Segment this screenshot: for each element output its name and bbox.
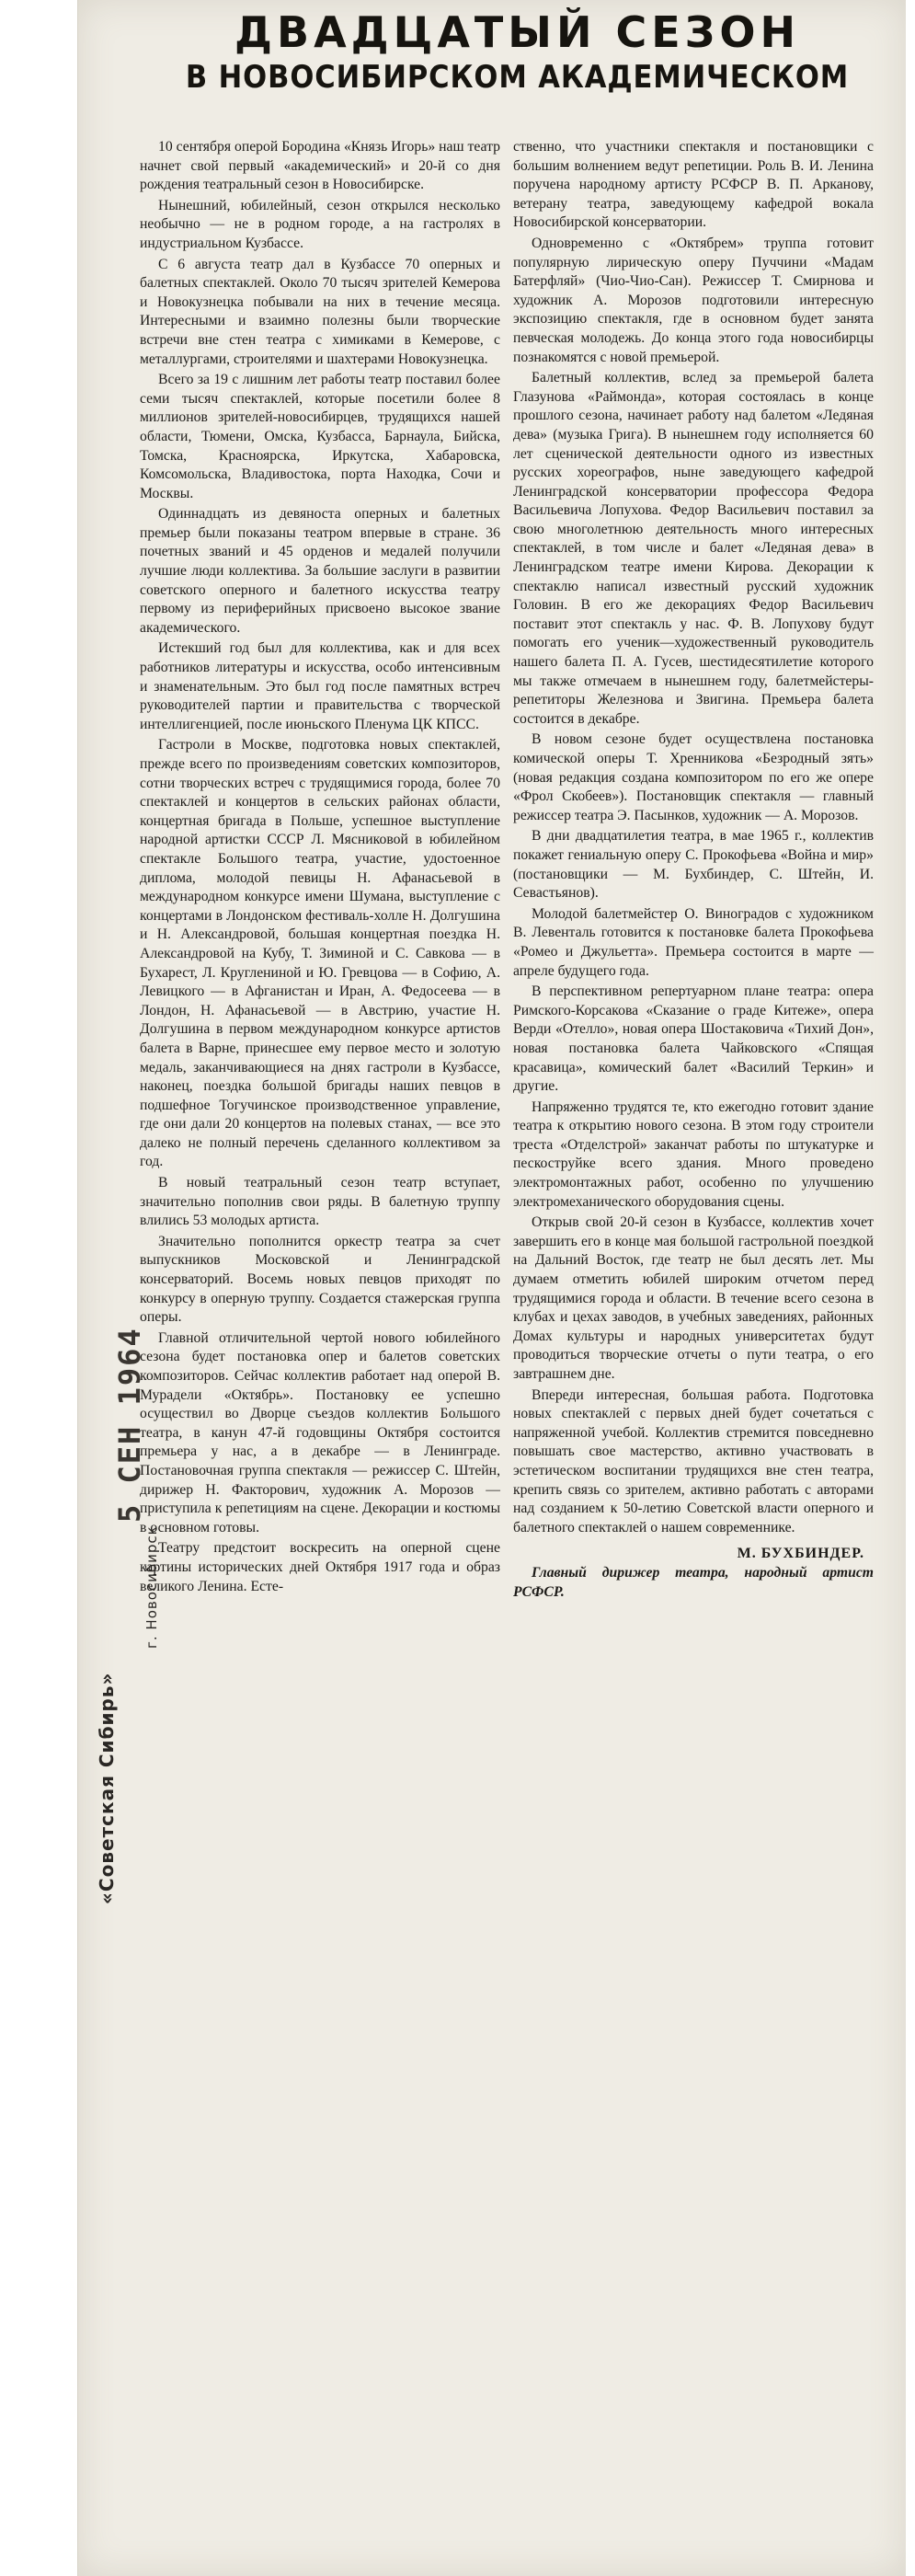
- paragraph: Молодой балетмейстер О. Виноградов с художником В. Левенталь готовится к постановке балета Прокофьева «Ромео и Джульетта». Премьера состоится в марте — апреле будущего года.: [513, 905, 874, 979]
- paragraph: Одновременно с «Октябрем» труппа готовит популярную лирическую оперу Пуччини «Мадам Батерфляй» (Чио-Чио-Сан). Режиссер Т. Смирнова и художник А. Морозов подготовили интересную экспозицию спектакля, где в основном будет занята певческая молодежь. До конца этого года новосибирцы познакомятся с новой премьерой.: [513, 235, 874, 365]
- paragraph: Одиннадцать из девяноста оперных и балетных премьер были показаны театром впервые в стране. 36 почетных званий и 45 орденов и медалей получили лучшие люди коллектива. За большие заслуги в развитии советского оперного и балетного искусства театру первому из периферийных присвоено высокое звание академического.: [140, 506, 500, 636]
- paragraph: В дни двадцатилетия театра, в мае 1965 г., коллектив покажет гениальную оперу С. Прокофьева «Война и мир» (постановщики — М. Бухбиндер, С. Штейн, И. Севастьянов).: [513, 828, 874, 902]
- paragraph: В перспективном репертуарном плане театра: опера Римского-Корсакова «Сказание о граде Китеже», опера Верди «Отелло», новая опера Шостаковича «Тихий Дон», новая постановка балета Чайковского «Спящая красавица», комический балет «Василий Теркин» и другие.: [513, 983, 874, 1095]
- newspaper-city: г. Новосибирск: [143, 1525, 160, 1649]
- newspaper-name: «Советская Сибирь»: [96, 1672, 118, 1904]
- paragraph: ственно, что участники спектакля и постановщики с большим волнением ведут репетиции. Роль В. И. Ленина поручена народному артисту РСФСР В. П. Арканову, ветерану театра, заведующему кафедрой вокала Новосибирской консерватории.: [513, 139, 874, 231]
- paragraph: 10 сентября оперой Бородина «Князь Игорь» наш театр начнет свой первый «академический» и 20-й со дня рождения театральный сезон в Новосибирске.: [140, 139, 500, 193]
- paragraph: В новом сезоне будет осуществлена постановка комической оперы Т. Хренникова «Безродный зять» (новая редакция создана композитором по его же опере «Фрол Скобеев»). Постановщик спектакля — главный режиссер театра Э. Пасынков, художник — А. Морозов.: [513, 731, 874, 823]
- paragraph: Впереди интересная, большая работа. Подготовка новых спектаклей с первых дней будет сочетаться с напряженной учебой. Коллектив стремится повседневно повышать свое мастерство, активно участвовать в эстетическом воспитании трудящихся вне стен театра, крепить связь со зрителем, активно работать с авторами над созданием к 50-летию Советской власти оперного и балетного спектаклей о нашем современнике.: [513, 1386, 874, 1535]
- paragraph: В новый театральный сезон театр вступает, значительно пополнив свои ряды. В балетную труппу влились 53 молодых артиста.: [140, 1175, 500, 1229]
- newspaper-stamp: [88, 1327, 160, 1932]
- paragraph: Напряженно трудятся те, кто ежегодно готовит здание театра к открытию нового сезона. В этом году строители треста «Отделстрой» заканчат работы по штукатурке и пескоструйке всего здания. Много проведено электромонтажных работ, особенно по улучшению электромеханического оборудования сцены.: [513, 1098, 874, 1210]
- headline-line-1: ДВАДЦАТЫЙ СЕЗОН: [234, 7, 800, 57]
- article-column-1: [140, 138, 500, 1598]
- article-column-2: [513, 138, 874, 1604]
- author-title: Главный дирижер театра, народный артист РСФСР.: [513, 1564, 874, 1600]
- paragraph: С 6 августа театр дал в Кузбассе 70 оперных и балетных спектаклей. Около 70 тысяч зрителей Кемерова и Новокузнецка побывали на них в течение месяца. Интересными и взаимно полезны были творческие встречи вне стен театра с химиками в Кемерове, с металлургами, строителями и шахтерами Новокузнецка.: [140, 256, 500, 367]
- paragraph: Значительно пополнится оркестр театра за счет выпускников Московской и Ленинградской консерваторий. Восемь новых певцов приходят по конкурсу в оперную труппу. Создается стажерская группа оперы.: [140, 1233, 500, 1326]
- headline-line-2: В НОВОСИБИРСКОМ АКАДЕМИЧЕСКОМ: [185, 59, 850, 96]
- paragraph: Нынешний, юбилейный, сезон открылся несколько необычно — не в родном городе, а на гастролях в индустриальном Кузбассе.: [140, 197, 500, 251]
- paragraph: Гастроли в Москве, подготовка новых спектаклей, прежде всего по произведениям советских композиторов, сотни творческих встреч с трудящимися города, более 70 спектаклей и концертов в сельских районах области, концертная бригада в Польше, успешное выступление народной артистки СССР Л. Мясниковой в юбилейном спектакле Большого театра, участие, удостоенное диплома, молодой певицы Н. Афанасьевой в международном конкурсе имени Шумана, выступление с концертами в Лондонском фестиваль-холле Н. Долгушина и Н. Александровой, большая концертная поездка Н. Александровой на Кубу, Т. Зиминой и С. Савкова — в Бухарест, Л. Круглениной и Ю. Гревцова — в Софию, А. Левицкого — в Афганистан и Иран, А. Федосеева — в Лондон, Н. Афанасьевой — в Австрию, участие Н. Долгушина в первом международном конкурсе артистов балета в Варне, принесшее ему первое место и золотую медаль, заканчивающиеся на днях гастроли в Кузбассе, наконец, поездка большой бригады наших певцов в подшефное Тогучинское производственное управление, где они дали 20 концертов на полевых станах, — все это далеко не полный перечень сделанного коллективом за год.: [140, 737, 500, 1170]
- date-stamp: 5 СЕН 1964: [112, 1327, 147, 1523]
- paragraph: Открыв свой 20-й сезон в Кузбассе, коллектив хочет завершить его в конце мая большой гастрольной поездкой на Дальний Восток, где театр не был десять лет. Мы думаем отметить юбилей широким отчетом перед трудящимися города и области. В течение всего сезона в клубах и цехах заводов, в учебных заведениях, районных Домах культуры и народных университетах будут проводиться творческие отчеты о пути театра, о его завтрашнем дне.: [513, 1214, 874, 1382]
- paragraph: Главной отличительной чертой нового юбилейного сезона будет постановка опер и балетов советских композиторов. Сейчас коллектив работает над оперой В. Мурадели «Октябрь». Постановку ее успешно осуществил во Дворце съездов коллектив Большого театра, в канун 47-й годовщины Октября состоится премьера у нас, а в декабре — в Ленинграде. Постановочная группа спектакля — режиссер С. Штейн, дирижер Н. Факторович, художник А. Морозов — приступила к репетициям на сцене. Декорации и костюмы в основном готовы.: [140, 1329, 500, 1535]
- author-signature: М. БУХБИНДЕР.: [737, 1546, 864, 1562]
- paragraph: Театру предстоит воскресить на оперной сцене картины исторических дней Октября 1917 года и образ великого Ленина. Есте-: [140, 1540, 500, 1594]
- paragraph: Балетный коллектив, вслед за премьерой балета Глазунова «Раймонда», которая состоялась в конце прошлого сезона, начинает работу над балетом «Ледяная дева» (музыка Грига). В нынешнем году исполняется 60 лет сценической деятельности одного из известных русских хореографов, ныне заведующего кафедрой Ленинградской консерватории профессора Федора Васильевича Лопухова. Федор Васильевич поставил за свою многолетнюю деятельность много интересных спектаклей, в том числе и балет «Ледяная дева» в Ленинградском театре имени Кирова. Декорации к спектаклю написал известный русский художник Головин. В его же декорациях Федор Васильевич поставит этот спектакль у нас. Ф. В. Лопухову будут помогать его ученик—художественный руководитель нашего балета П. А. Гусев, шестидесятилетие которого мы также отмечаем в нынешнем году, балетмейстеры-репетиторы Железнова и Звигина. Премьера балета состоится в декабре.: [513, 370, 874, 727]
- headline: [143, 7, 892, 98]
- paragraph: Истекший год был для коллектива, как и для всех работников литературы и искусства, особо интенсивным и знаменательным. Это был год после памятных встреч руководителей партии и правительства с творческой интеллигенцией, после июньского Пленума ЦК КПСС.: [140, 640, 500, 732]
- paragraph: Всего за 19 с лишним лет работы театр поставил более семи тысяч спектаклей, которые посетили более 8 миллионов зрителей-новосибирцев, трудящихся нашей области, Тюмени, Омска, Кузбасса, Барнаула, Бийска, Томска, Красноярска, Иркутска, Хабаровска, Комсомольска, Владивостока, порта Находка, Сочи и Москвы.: [140, 372, 500, 501]
